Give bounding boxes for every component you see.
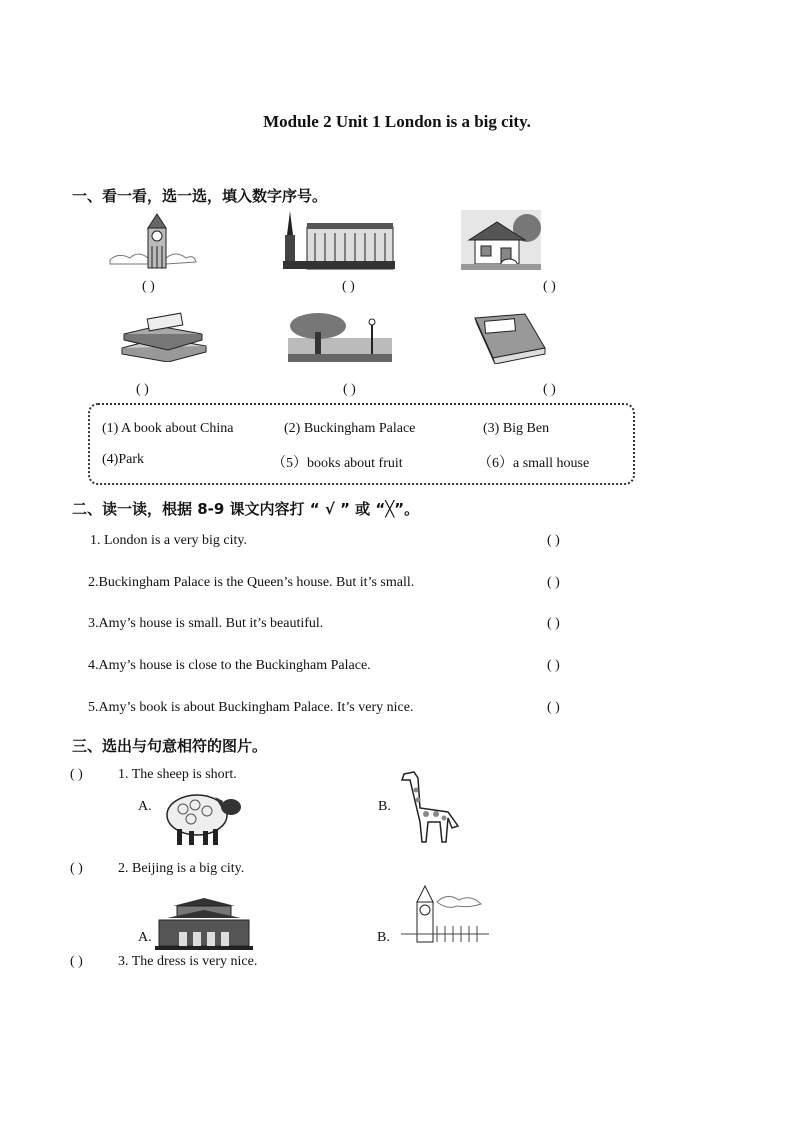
china-book-picture — [473, 312, 547, 364]
section2-heading: 二、读一读，根据 8-9 课文内容打 “ √ ” 或 “╳”。 — [72, 500, 420, 518]
judge-blank-5[interactable]: ( ) — [547, 700, 560, 715]
section3-heading: 三、选出与句意相符的图片。 — [72, 737, 268, 755]
option-2: (2) Buckingham Palace — [284, 421, 416, 436]
statement-3: 3.Amy’s house is small. But it’s beautiful. — [88, 616, 324, 631]
answer-blank-3[interactable]: ( ) — [543, 279, 556, 294]
question-3: 3. The dress is very nice. — [118, 954, 258, 969]
judge-blank-3[interactable]: ( ) — [547, 616, 560, 631]
statement-2: 2.Buckingham Palace is the Queen’s house. But it’s small. — [88, 575, 415, 590]
question-1-option-a: A. — [138, 799, 152, 814]
choice-blank-2[interactable]: ( ) — [70, 861, 83, 876]
choice-blank-1[interactable]: ( ) — [70, 767, 83, 782]
question-2-option-b: B. — [377, 930, 390, 945]
question-1-option-b: B. — [378, 799, 391, 814]
option-3: (3) Big Ben — [483, 421, 550, 436]
answer-blank-1[interactable]: ( ) — [142, 279, 155, 294]
answer-blank-2[interactable]: ( ) — [342, 279, 355, 294]
statement-4: 4.Amy’s house is close to the Buckingham Palace. — [88, 658, 371, 673]
big-ben-picture-2 — [401, 884, 489, 944]
question-1: 1. The sheep is short. — [118, 767, 237, 782]
page-title: Module 2 Unit 1 London is a big city. — [263, 112, 531, 131]
judge-blank-1[interactable]: ( ) — [547, 533, 560, 548]
question-2-option-a: A. — [138, 930, 152, 945]
fruit-books-picture — [118, 312, 208, 362]
judge-blank-2[interactable]: ( ) — [547, 575, 560, 590]
statement-1: 1. London is a very big city. — [90, 533, 247, 548]
giraffe-picture — [396, 768, 464, 844]
question-2: 2. Beijing is a big city. — [118, 861, 245, 876]
answer-blank-4[interactable]: ( ) — [136, 382, 149, 397]
choice-blank-3[interactable]: ( ) — [70, 954, 83, 969]
sheep-picture — [163, 789, 247, 847]
big-ben-picture — [108, 212, 198, 270]
park-picture — [288, 312, 392, 362]
option-6: （6）a small house — [478, 456, 590, 471]
statement-5: 5.Amy’s book is about Buckingham Palace. It’s very nice. — [88, 700, 414, 715]
buckingham-palace-picture — [283, 205, 395, 271]
answer-blank-6[interactable]: ( ) — [543, 382, 556, 397]
options-box — [88, 403, 635, 485]
option-1: (1) A book about China — [102, 421, 234, 436]
option-5: （5）books about fruit — [272, 456, 403, 471]
small-house-picture — [461, 210, 541, 270]
section1-heading: 一、看一看，选一选，填入数字序号。 — [72, 187, 328, 205]
option-4: (4)Park — [102, 452, 144, 467]
tiananmen-picture — [155, 896, 253, 950]
judge-blank-4[interactable]: ( ) — [547, 658, 560, 673]
answer-blank-5[interactable]: ( ) — [343, 382, 356, 397]
